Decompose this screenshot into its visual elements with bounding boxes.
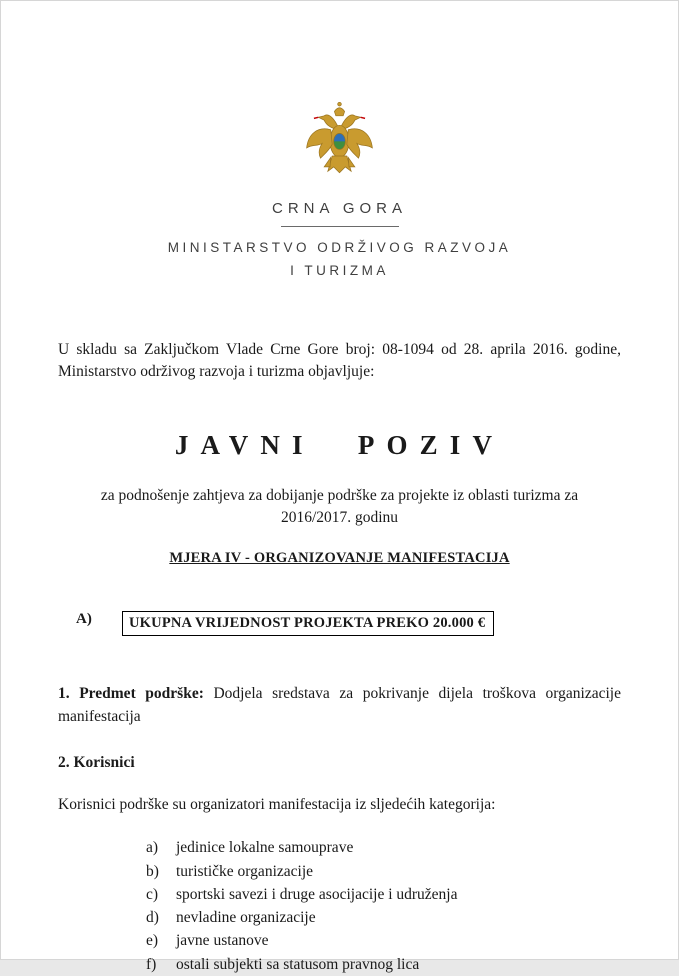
list-item xyxy=(146,953,621,976)
coat-of-arms-container xyxy=(58,99,621,188)
list-marker: b) xyxy=(146,862,159,880)
paragraph-1-lead: 1. Predmet podrške: xyxy=(58,684,204,702)
organization-block xyxy=(58,200,621,283)
header-divider xyxy=(281,226,399,227)
section-a xyxy=(58,611,621,636)
list-text: ostali subjekti sa statusom pravnog lica xyxy=(176,955,420,973)
paragraph-1-text: Dodjela sredstava za pokrivanje dijela troškova organizacije manifestacija xyxy=(58,684,621,725)
subtitle: za podnošenje zahtjeva za dobijanje podrške za projekte iz oblasti turizma za 2016/2017. godinu xyxy=(100,486,579,527)
list-marker: d) xyxy=(146,909,159,926)
list-text: jedinice lokalne samouprave xyxy=(176,839,354,857)
list-text: javne ustanove xyxy=(176,932,269,950)
measure-heading: MJERA IV - ORGANIZOVANJE MANIFESTACIJA xyxy=(169,549,510,566)
list-item xyxy=(146,883,621,906)
list-marker: f) xyxy=(146,955,157,973)
list-item xyxy=(146,860,621,883)
list-marker: e) xyxy=(146,932,159,950)
list-text: nevladine organizacije xyxy=(176,909,316,926)
section-a-boxed-text: UKUPNA VRIJEDNOST PROJEKTA PREKO 20.000 € xyxy=(122,611,494,636)
list-text: turističke organizacije xyxy=(176,862,314,880)
paragraph-predmet-podrske xyxy=(58,682,621,729)
country-name: CRNA GORA xyxy=(271,200,407,217)
section-2-heading: 2. Korisnici xyxy=(58,754,135,772)
section-a-label: A) xyxy=(76,610,92,627)
beneficiaries-intro: Korisnici podrške su organizatori manifestacija iz sljedećih kategorija: xyxy=(58,796,496,814)
list-marker: c) xyxy=(146,885,159,903)
list-item xyxy=(146,836,621,859)
beneficiaries-list xyxy=(146,836,621,976)
list-item xyxy=(146,929,621,952)
list-text: sportski savezi i druge asocijacije i udruženja xyxy=(176,885,458,903)
list-marker: a) xyxy=(146,839,159,857)
montenegro-coat-of-arms-icon xyxy=(303,99,376,183)
main-title: JAVNI POZIV xyxy=(174,429,505,460)
list-item xyxy=(146,906,621,929)
ministry-name-line2: I TURIZMA xyxy=(290,262,389,278)
intro-paragraph: U skladu sa Zaključkom Vlade Crne Gore broj: 08-1094 od 28. aprila 2016. godine, Ministarstvo održivog razvoja i turizma objavljuje: xyxy=(58,340,621,381)
ministry-name-line1: MINISTARSTVO ODRŽIVOG RAZVOJA xyxy=(167,240,512,255)
